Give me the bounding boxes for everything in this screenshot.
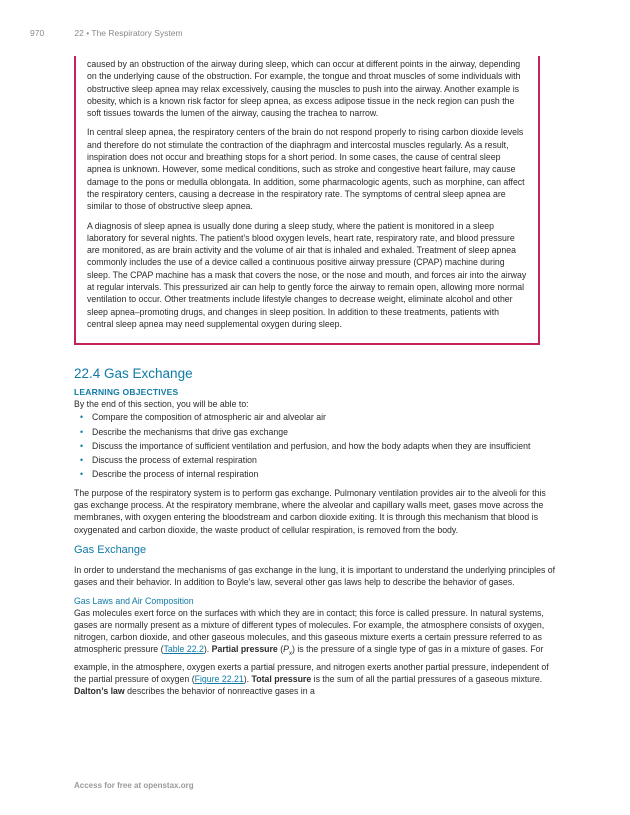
objective-item: • Describe the process of internal respiration xyxy=(92,468,556,480)
text-run: ). xyxy=(203,644,212,655)
page-number: 970 xyxy=(30,28,45,38)
objective-item: • Discuss the process of external respiration xyxy=(92,454,556,466)
objective-item: • Describe the mechanisms that drive gas exchange xyxy=(92,426,556,438)
text-run: Gas molecules exert force on the surfaces with which they are in contact; this force is called pressure. In natural systems, gases are normally present as a mixture of different types of molecules. For example, the atmosphere consists of oxygen, nitrogen, carbon dioxide, and other gaseous molecules, and this gaseous mixture exerts a certain pressure referred to as atmospheric pressure ( xyxy=(74,607,545,655)
term-partial-pressure: Partial pressure xyxy=(211,644,278,655)
feature-paragraph: caused by an obstruction of the airway during sleep, which can occur at different points in the airway, depending on the underlying cause of the obstruction. For example, the tongue and throat muscles of some individuals with obstructive sleep apnea may relax excessively, causing the muscles to push into the airway. Another example is obesity, which is a known risk factor for sleep apnea, as excess adipose tissue in the neck region can push the soft tissues towards the lumen of the airway, causing the trachea to narrow. xyxy=(87,59,521,119)
footer-text: Access for free at openstax.org xyxy=(74,781,194,790)
term-total-pressure: Total pressure xyxy=(251,673,312,684)
chapter-title: 22 • The Respiratory System xyxy=(74,28,183,38)
learning-objectives-title: LEARNING OBJECTIVES xyxy=(74,387,179,397)
symbol-subscript: x xyxy=(289,651,293,658)
text-run: ) is the pressure of a single type of gas in a mixture of gases. For example, in the atmosphere, oxygen exerts a partial pressure, and nitrogen exerts another partial pressure, independent of the partial pressure of oxygen ( xyxy=(74,644,549,684)
gas-exchange-paragraph: In order to understand the mechanisms of gas exchange in the lung, it is important to understand the underlying principles of gases and their behavior. In addition to Boyle’s law, several other gas laws help to describe the behavior of gases. xyxy=(74,564,556,588)
section-content xyxy=(74,366,556,704)
running-header xyxy=(30,28,183,38)
objective-item: • Discuss the importance of sufficient ventilation and perfusion, and how the body adapts when they are insufficient xyxy=(92,440,556,452)
subheading-gas-exchange: Gas Exchange xyxy=(74,543,147,556)
intro-paragraph: The purpose of the respiratory system is to perform gas exchange. Pulmonary ventilation provides air to the alveoli for this gas exchange process. At the respiratory membrane, where the alveolar and capillary walls meet, gases move across the membranes, with oxygen entering the bloodstream and carbon dioxide exiting. It is through this mechanism that blood is oxygenated and carbon dioxide, the waste product of cellular respiration, is removed from the body. xyxy=(74,487,546,535)
gas-laws-paragraph xyxy=(74,607,556,698)
figure-link[interactable]: Figure 22.21 xyxy=(194,673,244,684)
objectives-list xyxy=(74,411,556,480)
symbol-p: P xyxy=(283,644,290,655)
feature-paragraph: A diagnosis of sleep apnea is usually done during a sleep study, where the patient is monitored in a sleep laboratory for several nights. The patient’s blood oxygen levels, heart rate, respiratory rate, and blood pressure are monitored, as are brain activity and the volume of air that is inhaled and exhaled. Treatment of sleep apnea commonly includes the use of a device called a continuous positive airway pressure (CPAP) machine during sleep. The CPAP machine has a mask that covers the nose, or the nose and mouth, and forces air into the airway at regular intervals. This pressurized air can help to gently force the airway to remain open, allowing more normal ventilation to occur. Other treatments include lifestyle changes to decrease weight, eliminate alcohol and other sleep apnea–promoting drugs, and changes in sleep position. In addition to these treatments, patients with central sleep apnea may need supplemental oxygen during sleep. xyxy=(87,220,527,329)
text-run: ( xyxy=(277,644,284,655)
text-run: is the sum of all the partial pressures of a gaseous mixture. xyxy=(311,673,543,684)
text-run: ). xyxy=(243,673,252,684)
text-run: describes the behavior of nonreactive gases in a xyxy=(124,686,315,697)
feature-paragraph: In central sleep apnea, the respiratory centers of the brain do not respond properly to rising carbon dioxide levels and therefore do not stimulate the contraction of the diaphragm and intercostal muscles regularly. As a result, inspiration does not occur and breathing stops for a short period. In some cases, the cause of central sleep apnea is unknown. However, some medical conditions, such as stroke and congestive heart failure, may cause damage to the pons or medulla oblongata. In addition, some pharmacologic agents, such as morphine, can affect the respiratory centers, causing a decrease in the respiratory rate. The symptoms of central sleep apnea are similar to those of obstructive sleep apnea. xyxy=(87,127,525,212)
subheading-gas-laws: Gas Laws and Air Composition xyxy=(74,595,194,606)
objective-item: • Compare the composition of atmospheric air and alveolar air xyxy=(92,411,556,423)
term-daltons-law: Dalton’s law xyxy=(74,686,125,697)
learning-objectives-intro: By the end of this section, you will be able to: xyxy=(74,399,249,409)
section-title: 22.4 Gas Exchange xyxy=(74,366,193,381)
feature-box xyxy=(74,56,540,345)
table-link[interactable]: Table 22.2 xyxy=(163,644,204,655)
